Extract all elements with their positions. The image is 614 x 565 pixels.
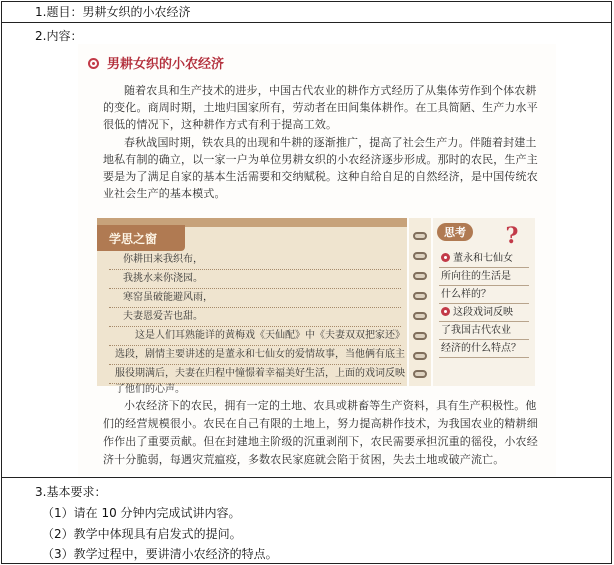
think-q1-line: 所向往的生活是 (441, 271, 511, 282)
para2-line: 业社会生产的基本模式。 (103, 187, 226, 200)
poem-line: 你耕田来我织布， (123, 254, 203, 265)
ruled-line (109, 326, 401, 327)
divider (1, 477, 612, 478)
poem-note-line: 了他们的心声。 (115, 384, 185, 395)
para3-line: 小农经济下的农民，拥有一定的土地、农具或耕畜等生产资料，具有生产积极性。他 (124, 399, 537, 412)
ruled-line (109, 364, 401, 365)
binder-ring-icon (413, 232, 427, 240)
think-q1-line: 什么样的？ (441, 289, 491, 300)
ruled-line (439, 303, 529, 304)
ruled-line (109, 269, 401, 270)
ruled-line (439, 321, 529, 322)
svg-text:?: ? (505, 223, 519, 248)
think-q2-line: 了我国古代农业 (441, 325, 511, 336)
think-panel (433, 218, 535, 386)
requirement-item: （3）教学过程中，要讲清小农经济的特点。 (42, 547, 278, 561)
section-title: 男耕女织的小农经济 (88, 53, 224, 72)
ruled-line (109, 345, 401, 346)
requirements-heading: 3.基本要求： (35, 485, 107, 499)
content-label: 2.内容： (35, 29, 83, 43)
para1-line: 随着农具和生产技术的进步，中国古代农业的耕作方式经历了从集体劳作到个体农耕 (124, 84, 537, 97)
binder-ring-icon (413, 312, 427, 320)
para3-line: 们的经营规模很小。农民在自己有限的土地上，努力提高耕作技术，为我国农业的精耕细 (103, 417, 538, 430)
binder-ring-icon (413, 352, 427, 360)
poem-line: 寒窑虽破能避风雨， (123, 292, 213, 303)
binder-ring-icon (413, 370, 427, 378)
para2-line: 地私有制的确立，以一家一户为单位男耕女织的小农经济逐步形成。那时的农民，生产主 (103, 153, 538, 166)
poem-line: 夫妻恩爱苦也甜。 (123, 311, 203, 322)
binder-ring-icon (413, 252, 427, 260)
bullet-icon (441, 307, 450, 316)
ruled-line (109, 307, 401, 308)
ruled-line (439, 357, 529, 358)
study-box (97, 218, 535, 395)
poem-note-line: 选段，剧情主要讲述的是董永和七仙女的爱情故事，当他俩有底主 (115, 349, 405, 360)
poem-note-line: 服役期满后，夫妻在归程中憧憬着幸福美好生活，上面的戏词反映 (115, 368, 405, 379)
ruled-line (439, 267, 529, 268)
think-q2-line: 这段戏词反映 (441, 306, 513, 319)
topic-title: 1.题目：男耕女织的小农经济 (35, 5, 191, 19)
ruled-line (109, 288, 401, 289)
poem-note-line: 这是人们耳熟能详的黄梅戏《天仙配》中《夫妻双双把家还》 (135, 330, 405, 341)
para3-line: 作作出了重要贡献。但在封建地主阶级的沉重剥削下，农民需要承担沉重的徭役，小农经 (103, 435, 538, 448)
binder-ring-icon (413, 292, 427, 300)
ruled-line (439, 339, 529, 340)
think-q2-line: 经济的什么特点？ (441, 343, 521, 354)
para1-line: 很低的情况下，这种耕作方式有利于提高工效。 (103, 118, 338, 131)
notebook-spine (409, 218, 431, 386)
poem-line: 我挑水来你浇园。 (123, 273, 203, 284)
circle-bullet-icon (88, 58, 99, 69)
para3-line: 济十分脆弱，每遇灾荒瘟疫，多数农民家庭就会陷于贫困，失去土地或破产流亡。 (103, 453, 505, 466)
ruled-line (439, 285, 529, 286)
para1-line: 的变化。商周时期，土地归国家所有，劳动者在田间集体耕作。在工具简陋、生产力水平 (103, 101, 538, 114)
requirement-item: （1）请在 10 分钟内完成试讲内容。 (42, 506, 241, 520)
think-heading-tab: 思考 (437, 223, 473, 241)
question-mark-icon (497, 222, 527, 248)
binder-ring-icon (413, 272, 427, 280)
para2-line: 要是为了满足自家的基本生活需要和交纳赋税。这种自给自足的自然经济，是中国传统农 (103, 170, 538, 183)
poem-heading-tab: 学思之窗 (97, 225, 185, 251)
poem-panel (97, 218, 407, 395)
think-q1-line: 董永和七仙女 (441, 252, 513, 265)
requirement-item: （2）教学中体现具有启发式的提问。 (42, 527, 242, 541)
para2-line: 春秋战国时期，铁农具的出现和牛耕的逐渐推广，提高了社会生产力。伴随着封建土 (124, 136, 537, 149)
binder-ring-icon (413, 332, 427, 340)
bullet-icon (441, 253, 450, 262)
